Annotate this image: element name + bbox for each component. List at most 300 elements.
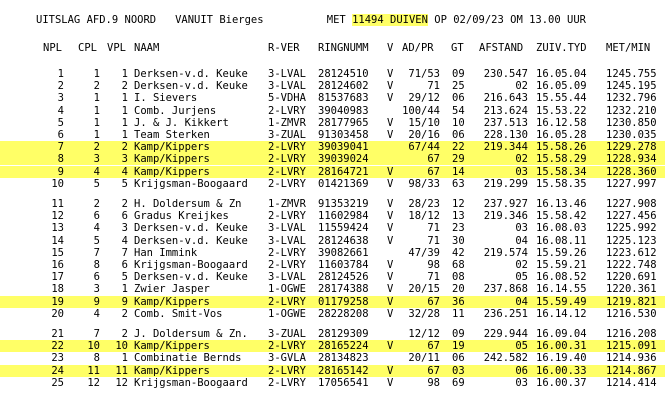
cell-ring: 81537683 (318, 92, 369, 105)
title-prefix: UITSLAG AFD.9 NOORD VANUIT Bierges MET (36, 14, 353, 26)
cell-zuivtyd: 15.58.29 (536, 153, 587, 166)
column-header-row (0, 42, 665, 54)
cell-npl: 18 (51, 283, 64, 296)
cell-ring: 91303458 (318, 129, 369, 141)
cell-afstand: 237.513 (483, 116, 528, 129)
cell-adpr: 71 (427, 234, 440, 247)
cell-naam: Krijgsman-Boogaard (134, 177, 248, 190)
cell-rver: 2-LVRY (268, 246, 306, 259)
cell-vpl: 5 (121, 271, 128, 284)
cell-naam: Comb. Jurjens (134, 104, 217, 117)
cell-adpr: 71 (427, 80, 440, 93)
cell-afstand: 242.582 (483, 352, 528, 365)
cell-cpl: 4 (93, 222, 100, 235)
cell-rver: 2-LVRY (268, 141, 306, 154)
cell-rver: 2-LVRY (268, 376, 306, 389)
cell-metmin: 1228.934 (606, 153, 657, 166)
cell-adpr: 20/16 (408, 129, 440, 141)
cell-ring: 39040983 (318, 104, 369, 117)
cell-zuivtyd: 15.59.21 (536, 259, 587, 271)
cell-ring: 39039041 (318, 141, 369, 154)
table-row (0, 271, 665, 283)
cell-zuivtyd: 16.12.58 (536, 116, 587, 129)
col-afstand: AFSTAND (479, 42, 524, 54)
table-row (0, 68, 665, 80)
table-row (0, 141, 665, 153)
cell-v: V (387, 177, 394, 190)
table-row (0, 117, 665, 129)
cell-zuivtyd: 16.05.28 (536, 129, 587, 141)
cell-v: V (387, 116, 394, 129)
cell-naam: Comb. Smit-Vos (134, 307, 223, 320)
cell-metmin: 1216.208 (606, 328, 657, 340)
cell-npl: 15 (51, 246, 64, 259)
cell-cpl: 5 (93, 177, 100, 190)
cell-cpl: 12 (87, 376, 100, 389)
cell-adpr: 47/39 (408, 246, 440, 259)
cell-cpl: 1 (93, 68, 100, 80)
cell-ring: 01179258 (318, 295, 369, 308)
cell-vpl: 1 (121, 116, 128, 129)
cell-metmin: 1245.195 (606, 80, 657, 93)
cell-afstand: 216.643 (483, 92, 528, 105)
cell-metmin: 1232.210 (606, 104, 657, 117)
cell-afstand: 229.944 (483, 328, 528, 340)
cell-metmin: 1227.908 (606, 198, 657, 210)
cell-naam: I. Sievers (134, 92, 198, 105)
table-row (0, 296, 665, 308)
cell-vpl: 2 (121, 198, 128, 210)
cell-adpr: 67 (427, 153, 440, 166)
cell-npl: 1 (57, 68, 64, 80)
cell-zuivtyd: 15.58.26 (536, 141, 587, 154)
cell-rver: 3-LVAL (268, 80, 306, 93)
cell-v: V (387, 222, 394, 235)
cell-v: V (387, 80, 394, 93)
cell-gt: 68 (452, 259, 465, 271)
cell-naam: Kamp/Kippers (134, 153, 210, 166)
cell-naam: J. & J. Kikkert (134, 116, 229, 129)
cell-cpl: 2 (93, 141, 100, 154)
cell-ring: 91353219 (318, 198, 369, 210)
table-row (0, 308, 665, 320)
cell-afstand: 03 (515, 165, 528, 178)
cell-vpl: 1 (121, 352, 128, 365)
cell-adpr: 67 (427, 295, 440, 308)
cell-afstand: 213.624 (483, 104, 528, 117)
cell-adpr: 67 (427, 364, 440, 377)
cell-cpl: 8 (93, 259, 100, 271)
cell-zuivtyd: 16.09.04 (536, 328, 587, 340)
cell-vpl: 4 (121, 165, 128, 178)
cell-ring: 28165142 (318, 364, 369, 377)
cell-vpl: 10 (115, 340, 128, 353)
col-npl: NPL (43, 42, 62, 54)
cell-metmin: 1214.867 (606, 364, 657, 377)
cell-vpl: 12 (115, 376, 128, 389)
table-row (0, 153, 665, 165)
cell-adpr: 71 (427, 271, 440, 284)
table-row (0, 328, 665, 340)
cell-zuivtyd: 15.58.42 (536, 210, 587, 223)
cell-zuivtyd: 15.59.26 (536, 246, 587, 259)
cell-cpl: 3 (93, 153, 100, 166)
cell-ring: 28165224 (318, 340, 369, 353)
table-row (0, 92, 665, 104)
cell-rver: 2-LVRY (268, 210, 306, 223)
cell-metmin: 1220.691 (606, 271, 657, 284)
cell-naam: Derksen-v.d. Keuke (134, 271, 248, 284)
cell-adpr: 29/12 (408, 92, 440, 105)
result-title (36, 14, 586, 26)
cell-metmin: 1227.456 (606, 210, 657, 223)
cell-zuivtyd: 16.00.31 (536, 340, 587, 353)
cell-v: V (387, 295, 394, 308)
cell-v: V (387, 259, 394, 271)
cell-ring: 11603784 (318, 259, 369, 271)
cell-cpl: 5 (93, 234, 100, 247)
cell-metmin: 1220.361 (606, 283, 657, 296)
cell-afstand: 05 (515, 340, 528, 353)
cell-adpr: 67/44 (408, 141, 440, 154)
cell-ring: 28134823 (318, 352, 369, 365)
cell-naam: Kamp/Kippers (134, 364, 210, 377)
cell-npl: 22 (51, 340, 64, 353)
cell-vpl: 5 (121, 177, 128, 190)
cell-zuivtyd: 15.58.35 (536, 177, 587, 190)
col-cpl: CPL (78, 42, 97, 54)
cell-npl: 8 (57, 153, 64, 166)
cell-metmin: 1215.091 (606, 340, 657, 353)
table-row (0, 178, 665, 190)
cell-cpl: 6 (93, 271, 100, 284)
cell-cpl: 8 (93, 352, 100, 365)
cell-v: V (387, 376, 394, 389)
cell-adpr: 18/12 (408, 210, 440, 223)
cell-npl: 6 (57, 129, 64, 141)
table-row (0, 129, 665, 141)
col-ringnumm: RINGNUMM (318, 42, 369, 54)
cell-metmin: 1214.936 (606, 352, 657, 365)
cell-gt: 08 (452, 271, 465, 284)
cell-afstand: 219.574 (483, 246, 528, 259)
cell-adpr: 20/11 (408, 352, 440, 365)
cell-afstand: 03 (515, 376, 528, 389)
col-zuivtyd: ZUIV.TYD (536, 42, 587, 54)
cell-adpr: 98/33 (408, 177, 440, 190)
cell-npl: 13 (51, 222, 64, 235)
cell-zuivtyd: 16.14.12 (536, 307, 587, 320)
cell-v: V (387, 210, 394, 223)
cell-vpl: 7 (121, 246, 128, 259)
cell-v: V (387, 198, 394, 210)
cell-gt: 22 (452, 141, 465, 154)
cell-afstand: 06 (515, 364, 528, 377)
cell-ring: 28228208 (318, 307, 369, 320)
cell-metmin: 1232.796 (606, 92, 657, 105)
cell-zuivtyd: 16.13.46 (536, 198, 587, 210)
cell-v: V (387, 129, 394, 141)
cell-naam: Derksen-v.d. Keuke (134, 234, 248, 247)
cell-rver: 1-ZMVR (268, 116, 306, 129)
cell-adpr: 67 (427, 165, 440, 178)
cell-ring: 28124510 (318, 68, 369, 80)
table-row (0, 352, 665, 364)
cell-npl: 17 (51, 271, 64, 284)
cell-afstand: 02 (515, 80, 528, 93)
table-row (0, 210, 665, 222)
cell-npl: 10 (51, 177, 64, 190)
cell-vpl: 3 (121, 222, 128, 235)
cell-gt: 12 (452, 198, 465, 210)
cell-npl: 7 (57, 141, 64, 154)
cell-afstand: 228.130 (483, 129, 528, 141)
cell-naam: Kamp/Kippers (134, 295, 210, 308)
table-row (0, 340, 665, 352)
cell-adpr: 28/23 (408, 198, 440, 210)
cell-gt: 25 (452, 80, 465, 93)
cell-npl: 3 (57, 92, 64, 105)
cell-npl: 24 (51, 364, 64, 377)
cell-zuivtyd: 16.08.03 (536, 222, 587, 235)
cell-adpr: 15/10 (408, 116, 440, 129)
cell-cpl: 1 (93, 129, 100, 141)
cell-naam: Kamp/Kippers (134, 340, 210, 353)
cell-metmin: 1228.360 (606, 165, 657, 178)
cell-afstand: 04 (515, 234, 528, 247)
cell-zuivtyd: 15.58.34 (536, 165, 587, 178)
cell-vpl: 6 (121, 259, 128, 271)
cell-cpl: 4 (93, 307, 100, 320)
cell-adpr: 32/28 (408, 307, 440, 320)
col-v: V (387, 42, 394, 54)
cell-rver: 2-LVRY (268, 340, 306, 353)
cell-naam: Zwier Jasper (134, 283, 210, 296)
cell-naam: Kamp/Kippers (134, 141, 210, 154)
cell-metmin: 1225.992 (606, 222, 657, 235)
cell-naam: Krijgsman-Boogaard (134, 376, 248, 389)
cell-gt: 30 (452, 234, 465, 247)
cell-ring: 01421369 (318, 177, 369, 190)
cell-gt: 09 (452, 328, 465, 340)
col-metmin: MET/MIN (606, 42, 651, 54)
cell-vpl: 9 (121, 295, 128, 308)
cell-naam: Kamp/Kippers (134, 165, 210, 178)
cell-rver: 2-LVRY (268, 153, 306, 166)
cell-afstand: 237.868 (483, 283, 528, 296)
cell-cpl: 10 (87, 340, 100, 353)
cell-afstand: 05 (515, 271, 528, 284)
cell-npl: 11 (51, 198, 64, 210)
cell-rver: 2-LVRY (268, 104, 306, 117)
cell-gt: 20 (452, 283, 465, 296)
cell-gt: 29 (452, 153, 465, 166)
cell-gt: 03 (452, 364, 465, 377)
cell-adpr: 98 (427, 376, 440, 389)
cell-gt: 42 (452, 246, 465, 259)
cell-v: V (387, 68, 394, 80)
cell-v: V (387, 165, 394, 178)
cell-zuivtyd: 16.00.37 (536, 376, 587, 389)
cell-rver: 3-LVAL (268, 222, 306, 235)
cell-naam: Derksen-v.d. Keuke (134, 80, 248, 93)
cell-afstand: 02 (515, 259, 528, 271)
cell-npl: 14 (51, 234, 64, 247)
cell-afstand: 219.346 (483, 210, 528, 223)
cell-adpr: 20/15 (408, 283, 440, 296)
cell-gt: 10 (452, 116, 465, 129)
cell-naam: Team Sterken (134, 129, 210, 141)
cell-adpr: 71/53 (408, 68, 440, 80)
cell-cpl: 7 (93, 328, 100, 340)
cell-cpl: 4 (93, 165, 100, 178)
cell-gt: 06 (452, 352, 465, 365)
title-highlight: 11494 DUIVEN (352, 14, 428, 26)
cell-naam: Derksen-v.d. Keuke (134, 68, 248, 80)
cell-cpl: 11 (87, 364, 100, 377)
table-row (0, 80, 665, 92)
cell-zuivtyd: 15.53.22 (536, 104, 587, 117)
cell-naam: H. Doldersum & Zn (134, 198, 242, 210)
cell-v: V (387, 340, 394, 353)
cell-v: V (387, 234, 394, 247)
cell-metmin: 1223.612 (606, 246, 657, 259)
cell-metmin: 1222.748 (606, 259, 657, 271)
cell-cpl: 7 (93, 246, 100, 259)
table-row (0, 283, 665, 295)
cell-afstand: 219.299 (483, 177, 528, 190)
cell-npl: 2 (57, 80, 64, 93)
cell-adpr: 67 (427, 340, 440, 353)
cell-v: V (387, 283, 394, 296)
cell-afstand: 04 (515, 295, 528, 308)
cell-rver: 1-OGWE (268, 307, 306, 320)
cell-rver: 3-LVAL (268, 234, 306, 247)
cell-v: V (387, 364, 394, 377)
cell-afstand: 236.251 (483, 307, 528, 320)
cell-rver: 3-ZUAL (268, 328, 306, 340)
table-row (0, 198, 665, 210)
cell-metmin: 1229.278 (606, 141, 657, 154)
cell-cpl: 9 (93, 295, 100, 308)
cell-npl: 4 (57, 104, 64, 117)
cell-rver: 2-LVRY (268, 295, 306, 308)
cell-ring: 28174388 (318, 283, 369, 296)
cell-npl: 20 (51, 307, 64, 320)
cell-vpl: 3 (121, 153, 128, 166)
cell-gt: 23 (452, 222, 465, 235)
cell-naam: J. Doldersum & Zn. (134, 328, 248, 340)
table-row (0, 365, 665, 377)
table-row (0, 222, 665, 234)
cell-zuivtyd: 15.59.49 (536, 295, 587, 308)
cell-zuivtyd: 16.08.52 (536, 271, 587, 284)
cell-rver: 3-GVLA (268, 352, 306, 365)
cell-metmin: 1219.821 (606, 295, 657, 308)
cell-metmin: 1230.850 (606, 116, 657, 129)
cell-rver: 1-ZMVR (268, 198, 306, 210)
cell-npl: 25 (51, 376, 64, 389)
cell-rver: 2-LVRY (268, 165, 306, 178)
cell-vpl: 1 (121, 68, 128, 80)
cell-npl: 12 (51, 210, 64, 223)
cell-v: V (387, 307, 394, 320)
table-row (0, 105, 665, 117)
cell-v: V (387, 271, 394, 284)
cell-metmin: 1214.414 (606, 376, 657, 389)
cell-zuivtyd: 16.08.11 (536, 234, 587, 247)
cell-zuivtyd: 16.00.33 (536, 364, 587, 377)
cell-naam: Gradus Kreijkes (134, 210, 229, 223)
cell-vpl: 6 (121, 210, 128, 223)
cell-cpl: 2 (93, 198, 100, 210)
cell-rver: 1-OGWE (268, 283, 306, 296)
cell-gt: 06 (452, 129, 465, 141)
cell-cpl: 1 (93, 92, 100, 105)
cell-cpl: 3 (93, 283, 100, 296)
cell-metmin: 1216.530 (606, 307, 657, 320)
cell-vpl: 1 (121, 92, 128, 105)
cell-gt: 13 (452, 210, 465, 223)
cell-zuivtyd: 16.05.09 (536, 80, 587, 93)
cell-metmin: 1245.755 (606, 68, 657, 80)
cell-cpl: 2 (93, 80, 100, 93)
cell-zuivtyd: 16.19.40 (536, 352, 587, 365)
cell-naam: Krijgsman-Boogaard (134, 259, 248, 271)
cell-vpl: 2 (121, 141, 128, 154)
cell-vpl: 2 (121, 80, 128, 93)
title-suffix: OP 02/09/23 OM 13.00 UUR (427, 14, 586, 26)
cell-rver: 3-LVAL (268, 271, 306, 284)
cell-adpr: 98 (427, 259, 440, 271)
cell-vpl: 2 (121, 328, 128, 340)
cell-ring: 17056541 (318, 376, 369, 389)
cell-adpr: 71 (427, 222, 440, 235)
cell-v: V (387, 92, 394, 105)
cell-npl: 19 (51, 295, 64, 308)
cell-metmin: 1230.035 (606, 129, 657, 141)
cell-afstand: 230.547 (483, 68, 528, 80)
cell-npl: 5 (57, 116, 64, 129)
cell-rver: 3-LVAL (268, 68, 306, 80)
cell-npl: 9 (57, 165, 64, 178)
cell-naam: Han Immink (134, 246, 198, 259)
cell-naam: Combinatie Bernds (134, 352, 242, 365)
cell-ring: 28177965 (318, 116, 369, 129)
cell-metmin: 1227.997 (606, 177, 657, 190)
cell-cpl: 1 (93, 116, 100, 129)
cell-afstand: 237.927 (483, 198, 528, 210)
cell-ring: 28124638 (318, 234, 369, 247)
cell-afstand: 03 (515, 222, 528, 235)
cell-cpl: 6 (93, 210, 100, 223)
cell-gt: 11 (452, 307, 465, 320)
col-gt: GT (451, 42, 464, 54)
cell-zuivtyd: 16.14.55 (536, 283, 587, 296)
table-row (0, 247, 665, 259)
cell-gt: 36 (452, 295, 465, 308)
cell-vpl: 1 (121, 283, 128, 296)
col-naam: NAAM (134, 42, 160, 54)
cell-ring: 28129309 (318, 328, 369, 340)
cell-ring: 11602984 (318, 210, 369, 223)
cell-ring: 39082661 (318, 246, 369, 259)
cell-rver: 3-ZUAL (268, 129, 306, 141)
cell-cpl: 1 (93, 104, 100, 117)
col-rver: R-VER (268, 42, 300, 54)
cell-ring: 28124526 (318, 271, 369, 284)
cell-vpl: 1 (121, 129, 128, 141)
